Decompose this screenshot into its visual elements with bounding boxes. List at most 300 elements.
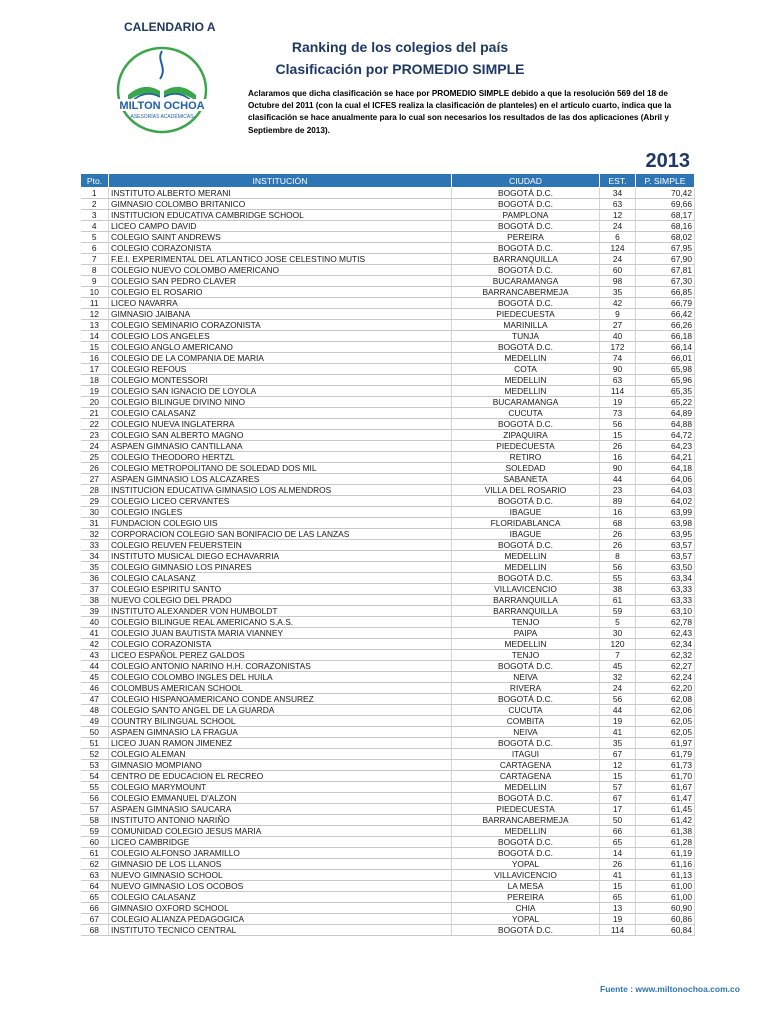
cell-position: 5 <box>81 232 109 243</box>
cell-score: 66,42 <box>636 309 695 320</box>
cell-institution: COLEGIO NUEVA INGLATERRA <box>109 419 452 430</box>
cell-city: BOGOTÁ D.C. <box>452 188 600 199</box>
table-row <box>81 705 695 716</box>
cell-institution: GIMNASIO OXFORD SCHOOL <box>109 903 452 914</box>
cell-city: BOGOTÁ D.C. <box>452 837 600 848</box>
cell-position: 21 <box>81 408 109 419</box>
table-row <box>81 441 695 452</box>
cell-score: 67,95 <box>636 243 695 254</box>
table-row <box>81 452 695 463</box>
cell-position: 39 <box>81 606 109 617</box>
table-header-row <box>81 174 695 188</box>
cell-score: 62,27 <box>636 661 695 672</box>
cell-city: BOGOTÁ D.C. <box>452 298 600 309</box>
cell-score: 62,05 <box>636 727 695 738</box>
cell-score: 65,98 <box>636 364 695 375</box>
cell-score: 61,45 <box>636 804 695 815</box>
cell-students: 14 <box>600 848 636 859</box>
cell-position: 64 <box>81 881 109 892</box>
cell-city: NEIVA <box>452 672 600 683</box>
cell-students: 35 <box>600 738 636 749</box>
cell-score: 64,23 <box>636 441 695 452</box>
cell-institution: COLEGIO SAINT ANDREWS <box>109 232 452 243</box>
cell-position: 25 <box>81 452 109 463</box>
cell-institution: INSTITUTO ANTONIO NARIÑO <box>109 815 452 826</box>
cell-position: 63 <box>81 870 109 881</box>
cell-score: 70,42 <box>636 188 695 199</box>
cell-students: 15 <box>600 771 636 782</box>
cell-institution: LICEO NAVARRA <box>109 298 452 309</box>
cell-score: 66,79 <box>636 298 695 309</box>
cell-score: 63,99 <box>636 507 695 518</box>
cell-city: BOGOTÁ D.C. <box>452 661 600 672</box>
table-row <box>81 606 695 617</box>
cell-city: TENJO <box>452 617 600 628</box>
cell-position: 14 <box>81 331 109 342</box>
cell-students: 19 <box>600 716 636 727</box>
table-row <box>81 375 695 386</box>
cell-position: 31 <box>81 518 109 529</box>
cell-position: 3 <box>81 210 109 221</box>
cell-institution: COLEGIO CORAZONISTA <box>109 639 452 650</box>
cell-city: SOLEDAD <box>452 463 600 474</box>
cell-institution: COLEGIO CALASANZ <box>109 408 452 419</box>
cell-score: 66,01 <box>636 353 695 364</box>
cell-institution: INSTITUCION EDUCATIVA GIMNASIO LOS ALMENDROS <box>109 485 452 496</box>
cell-score: 61,13 <box>636 870 695 881</box>
table-row <box>81 683 695 694</box>
cell-students: 124 <box>600 243 636 254</box>
cell-score: 63,57 <box>636 540 695 551</box>
cell-institution: COLEGIO CORAZONISTA <box>109 243 452 254</box>
cell-students: 63 <box>600 375 636 386</box>
cell-city: VILLAVICENCIO <box>452 870 600 881</box>
cell-position: 4 <box>81 221 109 232</box>
table-row <box>81 672 695 683</box>
cell-position: 22 <box>81 419 109 430</box>
cell-score: 68,16 <box>636 221 695 232</box>
table-row <box>81 573 695 584</box>
cell-institution: COLEGIO EMMANUEL D'ALZON <box>109 793 452 804</box>
cell-position: 68 <box>81 925 109 936</box>
cell-students: 56 <box>600 419 636 430</box>
cell-students: 50 <box>600 815 636 826</box>
cell-city: ZIPAQUIRA <box>452 430 600 441</box>
cell-institution: COLEGIO REUVEN FEUERSTEIN <box>109 540 452 551</box>
cell-students: 67 <box>600 793 636 804</box>
cell-institution: COLEGIO METROPOLITANO DE SOLEDAD DOS MIL <box>109 463 452 474</box>
cell-city: CARTAGENA <box>452 771 600 782</box>
cell-position: 16 <box>81 353 109 364</box>
table-row <box>81 760 695 771</box>
cell-score: 64,89 <box>636 408 695 419</box>
cell-position: 12 <box>81 309 109 320</box>
cell-city: MEDELLIN <box>452 639 600 650</box>
table-row <box>81 639 695 650</box>
cell-students: 114 <box>600 925 636 936</box>
cell-score: 61,16 <box>636 859 695 870</box>
cell-institution: COLEGIO MONTESSORI <box>109 375 452 386</box>
cell-students: 67 <box>600 749 636 760</box>
cell-city: SABANETA <box>452 474 600 485</box>
cell-city: BARRANCABERMEJA <box>452 815 600 826</box>
cell-score: 69,66 <box>636 199 695 210</box>
cell-score: 64,72 <box>636 430 695 441</box>
table-row <box>81 309 695 320</box>
cell-score: 61,79 <box>636 749 695 760</box>
milton-ochoa-logo <box>98 45 226 135</box>
logo-name: MILTON OCHOA <box>119 100 205 112</box>
col-header-score: P. SIMPLE <box>636 174 695 188</box>
cell-students: 44 <box>600 705 636 716</box>
cell-institution: COLEGIO LICEO CERVANTES <box>109 496 452 507</box>
cell-students: 42 <box>600 298 636 309</box>
cell-score: 61,67 <box>636 782 695 793</box>
table-row <box>81 507 695 518</box>
cell-score: 61,97 <box>636 738 695 749</box>
cell-institution: GIMNASIO JAIBANA <box>109 309 452 320</box>
cell-score: 65,35 <box>636 386 695 397</box>
table-row <box>81 386 695 397</box>
cell-students: 27 <box>600 320 636 331</box>
cell-position: 13 <box>81 320 109 331</box>
table-row <box>81 595 695 606</box>
cell-city: BOGOTÁ D.C. <box>452 925 600 936</box>
cell-institution: ASPAEN GIMNASIO SAUCARA <box>109 804 452 815</box>
cell-institution: COLEGIO NUEVO COLOMBO AMERICANO <box>109 265 452 276</box>
cell-position: 49 <box>81 716 109 727</box>
cell-score: 61,47 <box>636 793 695 804</box>
cell-institution: COUNTRY BILINGUAL SCHOOL <box>109 716 452 727</box>
cell-students: 74 <box>600 353 636 364</box>
cell-institution: COMUNIDAD COLEGIO JESUS MARIA <box>109 826 452 837</box>
table-row <box>81 815 695 826</box>
cell-position: 44 <box>81 661 109 672</box>
cell-score: 65,22 <box>636 397 695 408</box>
cell-students: 65 <box>600 837 636 848</box>
table-row <box>81 364 695 375</box>
cell-position: 55 <box>81 782 109 793</box>
cell-city: CUCUTA <box>452 408 600 419</box>
col-header-students: EST. <box>600 174 636 188</box>
table-row <box>81 848 695 859</box>
cell-students: 41 <box>600 870 636 881</box>
cell-score: 66,18 <box>636 331 695 342</box>
cell-city: MEDELLIN <box>452 782 600 793</box>
table-row <box>81 881 695 892</box>
year-label: 2013 <box>645 150 690 172</box>
cell-city: MEDELLIN <box>452 826 600 837</box>
cell-city: MEDELLIN <box>452 386 600 397</box>
cell-city: BOGOTÁ D.C. <box>452 793 600 804</box>
cell-institution: COLEGIO REFOUS <box>109 364 452 375</box>
cell-city: BUCARAMANGA <box>452 397 600 408</box>
clarification-note: Aclaramos que dicha clasificación se hace por PROMEDIO SIMPLE debido a que la resolución 569 del 18 de Octubre del 2011 (con la cual el ICFES realiza la clasificación de planteles) en el artículo cuarto, indica que la clasificación se hace anualmente para lo cual son necesarios los resultados de las dos aplicaciones (Abril y Septiembre de 2013). <box>248 89 672 135</box>
cell-students: 34 <box>600 188 636 199</box>
table-row <box>81 408 695 419</box>
table-row <box>81 793 695 804</box>
table-row <box>81 782 695 793</box>
cell-score: 63,10 <box>636 606 695 617</box>
cell-students: 16 <box>600 507 636 518</box>
cell-position: 29 <box>81 496 109 507</box>
cell-students: 24 <box>600 221 636 232</box>
cell-city: TENJO <box>452 650 600 661</box>
table-row <box>81 584 695 595</box>
cell-students: 16 <box>600 452 636 463</box>
cell-score: 61,19 <box>636 848 695 859</box>
cell-position: 8 <box>81 265 109 276</box>
cell-students: 63 <box>600 199 636 210</box>
cell-city: CUCUTA <box>452 705 600 716</box>
cell-city: IBAGUE <box>452 529 600 540</box>
cell-institution: F.E.I. EXPERIMENTAL DEL ATLANTICO JOSE CELESTINO MUTIS <box>109 254 452 265</box>
cell-institution: COLEGIO ESPIRITU SANTO <box>109 584 452 595</box>
cell-institution: COLEGIO HISPANOAMERICANO CONDE ANSUREZ <box>109 694 452 705</box>
cell-institution: COLEGIO EL ROSARIO <box>109 287 452 298</box>
cell-institution: COLEGIO ANTONIO NARINO H.H. CORAZONISTAS <box>109 661 452 672</box>
table-row <box>81 694 695 705</box>
table-row <box>81 474 695 485</box>
cell-institution: GIMNASIO COLOMBO BRITANICO <box>109 199 452 210</box>
cell-score: 62,05 <box>636 716 695 727</box>
cell-score: 67,30 <box>636 276 695 287</box>
cell-institution: NUEVO COLEGIO DEL PRADO <box>109 595 452 606</box>
cell-institution: COLEGIO SAN PEDRO CLAVER <box>109 276 452 287</box>
cell-position: 36 <box>81 573 109 584</box>
cell-students: 24 <box>600 254 636 265</box>
cell-position: 17 <box>81 364 109 375</box>
table-row <box>81 617 695 628</box>
page-subtitle: Clasificación por PROMEDIO SIMPLE <box>275 61 525 77</box>
cell-institution: COLEGIO BILINGUE REAL AMERICANO S.A.S. <box>109 617 452 628</box>
cell-position: 53 <box>81 760 109 771</box>
cell-score: 64,03 <box>636 485 695 496</box>
cell-city: BARRANQUILLA <box>452 254 600 265</box>
table-row <box>81 925 695 936</box>
cell-institution: INSTITUTO MUSICAL DIEGO ECHAVARRIA <box>109 551 452 562</box>
cell-institution: GIMNASIO DE LOS LLANOS <box>109 859 452 870</box>
cell-institution: CORPORACION COLEGIO SAN BONIFACIO DE LAS LANZAS <box>109 529 452 540</box>
cell-students: 13 <box>600 903 636 914</box>
cell-position: 62 <box>81 859 109 870</box>
cell-students: 60 <box>600 265 636 276</box>
cell-score: 64,02 <box>636 496 695 507</box>
cell-city: VILLAVICENCIO <box>452 584 600 595</box>
cell-students: 56 <box>600 562 636 573</box>
cell-position: 30 <box>81 507 109 518</box>
cell-position: 2 <box>81 199 109 210</box>
cell-city: PIEDECUESTA <box>452 804 600 815</box>
cell-city: BOGOTÁ D.C. <box>452 221 600 232</box>
cell-institution: NUEVO GIMNASIO LOS OCOBOS <box>109 881 452 892</box>
cell-city: PEREIRA <box>452 232 600 243</box>
cell-institution: CENTRO DE EDUCACION EL RECREO <box>109 771 452 782</box>
cell-city: PEREIRA <box>452 892 600 903</box>
cell-position: 66 <box>81 903 109 914</box>
cell-position: 51 <box>81 738 109 749</box>
table-row <box>81 342 695 353</box>
cell-score: 62,32 <box>636 650 695 661</box>
cell-city: FLORIDABLANCA <box>452 518 600 529</box>
cell-students: 73 <box>600 408 636 419</box>
cell-city: BOGOTÁ D.C. <box>452 848 600 859</box>
cell-students: 45 <box>600 661 636 672</box>
table-row <box>81 518 695 529</box>
table-row <box>81 276 695 287</box>
cell-institution: COLEGIO CALASANZ <box>109 573 452 584</box>
cell-students: 26 <box>600 540 636 551</box>
table-row <box>81 243 695 254</box>
cell-institution: COLEGIO DE LA COMPANIA DE MARIA <box>109 353 452 364</box>
cell-city: BOGOTÁ D.C. <box>452 419 600 430</box>
cell-position: 48 <box>81 705 109 716</box>
cell-students: 89 <box>600 496 636 507</box>
table-row <box>81 650 695 661</box>
cell-students: 7 <box>600 650 636 661</box>
cell-students: 26 <box>600 529 636 540</box>
cell-students: 17 <box>600 804 636 815</box>
cell-institution: COLEGIO ALFONSO JARAMILLO <box>109 848 452 859</box>
cell-institution: FUNDACION COLEGIO UIS <box>109 518 452 529</box>
cell-city: BOGOTÁ D.C. <box>452 342 600 353</box>
table-row <box>81 903 695 914</box>
cell-score: 61,28 <box>636 837 695 848</box>
table-row <box>81 265 695 276</box>
logo-tagline: ASESORÍAS ACADÉMICAS <box>130 114 194 120</box>
page-title: Ranking de los colegios del país <box>291 39 509 55</box>
cell-position: 18 <box>81 375 109 386</box>
cell-institution: COLOMBUS AMERICAN SCHOOL <box>109 683 452 694</box>
cell-students: 26 <box>600 859 636 870</box>
cell-institution: COLEGIO SAN IGNACIO DE LOYOLA <box>109 386 452 397</box>
cell-city: TUNJA <box>452 331 600 342</box>
table-row <box>81 287 695 298</box>
cell-students: 15 <box>600 881 636 892</box>
cell-city: BUCARAMANGA <box>452 276 600 287</box>
cell-score: 63,98 <box>636 518 695 529</box>
cell-position: 45 <box>81 672 109 683</box>
cell-score: 62,06 <box>636 705 695 716</box>
cell-students: 32 <box>600 672 636 683</box>
cell-position: 58 <box>81 815 109 826</box>
table-row <box>81 232 695 243</box>
cell-city: BOGOTÁ D.C. <box>452 199 600 210</box>
cell-score: 64,21 <box>636 452 695 463</box>
table-row <box>81 837 695 848</box>
cell-city: YOPAL <box>452 914 600 925</box>
cell-students: 12 <box>600 210 636 221</box>
cell-position: 37 <box>81 584 109 595</box>
cell-institution: GIMNASIO MOMPIANO <box>109 760 452 771</box>
cell-institution: COLEGIO ALEMAN <box>109 749 452 760</box>
cell-students: 59 <box>600 606 636 617</box>
cell-position: 19 <box>81 386 109 397</box>
table-row <box>81 562 695 573</box>
cell-students: 90 <box>600 364 636 375</box>
cell-score: 62,24 <box>636 672 695 683</box>
cell-position: 35 <box>81 562 109 573</box>
col-header-position: Pto. <box>81 174 109 188</box>
cell-students: 40 <box>600 331 636 342</box>
cell-institution: COLEGIO COLOMBO INGLES DEL HUILA <box>109 672 452 683</box>
cell-city: BOGOTÁ D.C. <box>452 496 600 507</box>
cell-score: 67,81 <box>636 265 695 276</box>
cell-score: 66,14 <box>636 342 695 353</box>
cell-score: 63,34 <box>636 573 695 584</box>
cell-students: 68 <box>600 518 636 529</box>
cell-score: 64,18 <box>636 463 695 474</box>
cell-students: 23 <box>600 485 636 496</box>
cell-score: 61,73 <box>636 760 695 771</box>
cell-city: MEDELLIN <box>452 551 600 562</box>
cell-position: 54 <box>81 771 109 782</box>
cell-position: 20 <box>81 397 109 408</box>
table-row <box>81 749 695 760</box>
cell-score: 61,00 <box>636 892 695 903</box>
cell-city: VILLA DEL ROSARIO <box>452 485 600 496</box>
cell-score: 66,85 <box>636 287 695 298</box>
cell-position: 38 <box>81 595 109 606</box>
cell-institution: COLEGIO SEMINARIO CORAZONISTA <box>109 320 452 331</box>
cell-position: 67 <box>81 914 109 925</box>
cell-score: 61,00 <box>636 881 695 892</box>
cell-position: 59 <box>81 826 109 837</box>
table-row <box>81 419 695 430</box>
cell-city: PAIPA <box>452 628 600 639</box>
table-row <box>81 485 695 496</box>
cell-score: 63,95 <box>636 529 695 540</box>
cell-students: 44 <box>600 474 636 485</box>
cell-score: 63,57 <box>636 551 695 562</box>
source-link[interactable]: Fuente : www.miltonochoa.com.co <box>600 984 740 994</box>
table-row <box>81 551 695 562</box>
cell-institution: COLEGIO BILINGUE DIVINO NINO <box>109 397 452 408</box>
ranking-table <box>80 173 695 936</box>
cell-institution: COLEGIO INGLES <box>109 507 452 518</box>
cell-city: PIEDECUESTA <box>452 309 600 320</box>
cell-city: YOPAL <box>452 859 600 870</box>
table-row <box>81 826 695 837</box>
cell-students: 5 <box>600 617 636 628</box>
cell-position: 11 <box>81 298 109 309</box>
cell-city: MEDELLIN <box>452 353 600 364</box>
cell-city: MARINILLA <box>452 320 600 331</box>
table-row <box>81 628 695 639</box>
cell-institution: ASPAEN GIMNASIO LOS ALCAZARES <box>109 474 452 485</box>
table-row <box>81 298 695 309</box>
cell-students: 120 <box>600 639 636 650</box>
cell-students: 6 <box>600 232 636 243</box>
table-row <box>81 331 695 342</box>
cell-position: 27 <box>81 474 109 485</box>
table-row <box>81 870 695 881</box>
cell-position: 50 <box>81 727 109 738</box>
calendar-label: CALENDARIO A <box>124 20 216 34</box>
cell-students: 65 <box>600 892 636 903</box>
cell-position: 60 <box>81 837 109 848</box>
table-row <box>81 353 695 364</box>
cell-position: 7 <box>81 254 109 265</box>
cell-institution: COLEGIO ALIANZA PEDAGOGICA <box>109 914 452 925</box>
cell-city: COMBITA <box>452 716 600 727</box>
cell-city: PAMPLONA <box>452 210 600 221</box>
table-row <box>81 804 695 815</box>
cell-position: 57 <box>81 804 109 815</box>
table-row <box>81 529 695 540</box>
table-row <box>81 320 695 331</box>
table-row <box>81 914 695 925</box>
